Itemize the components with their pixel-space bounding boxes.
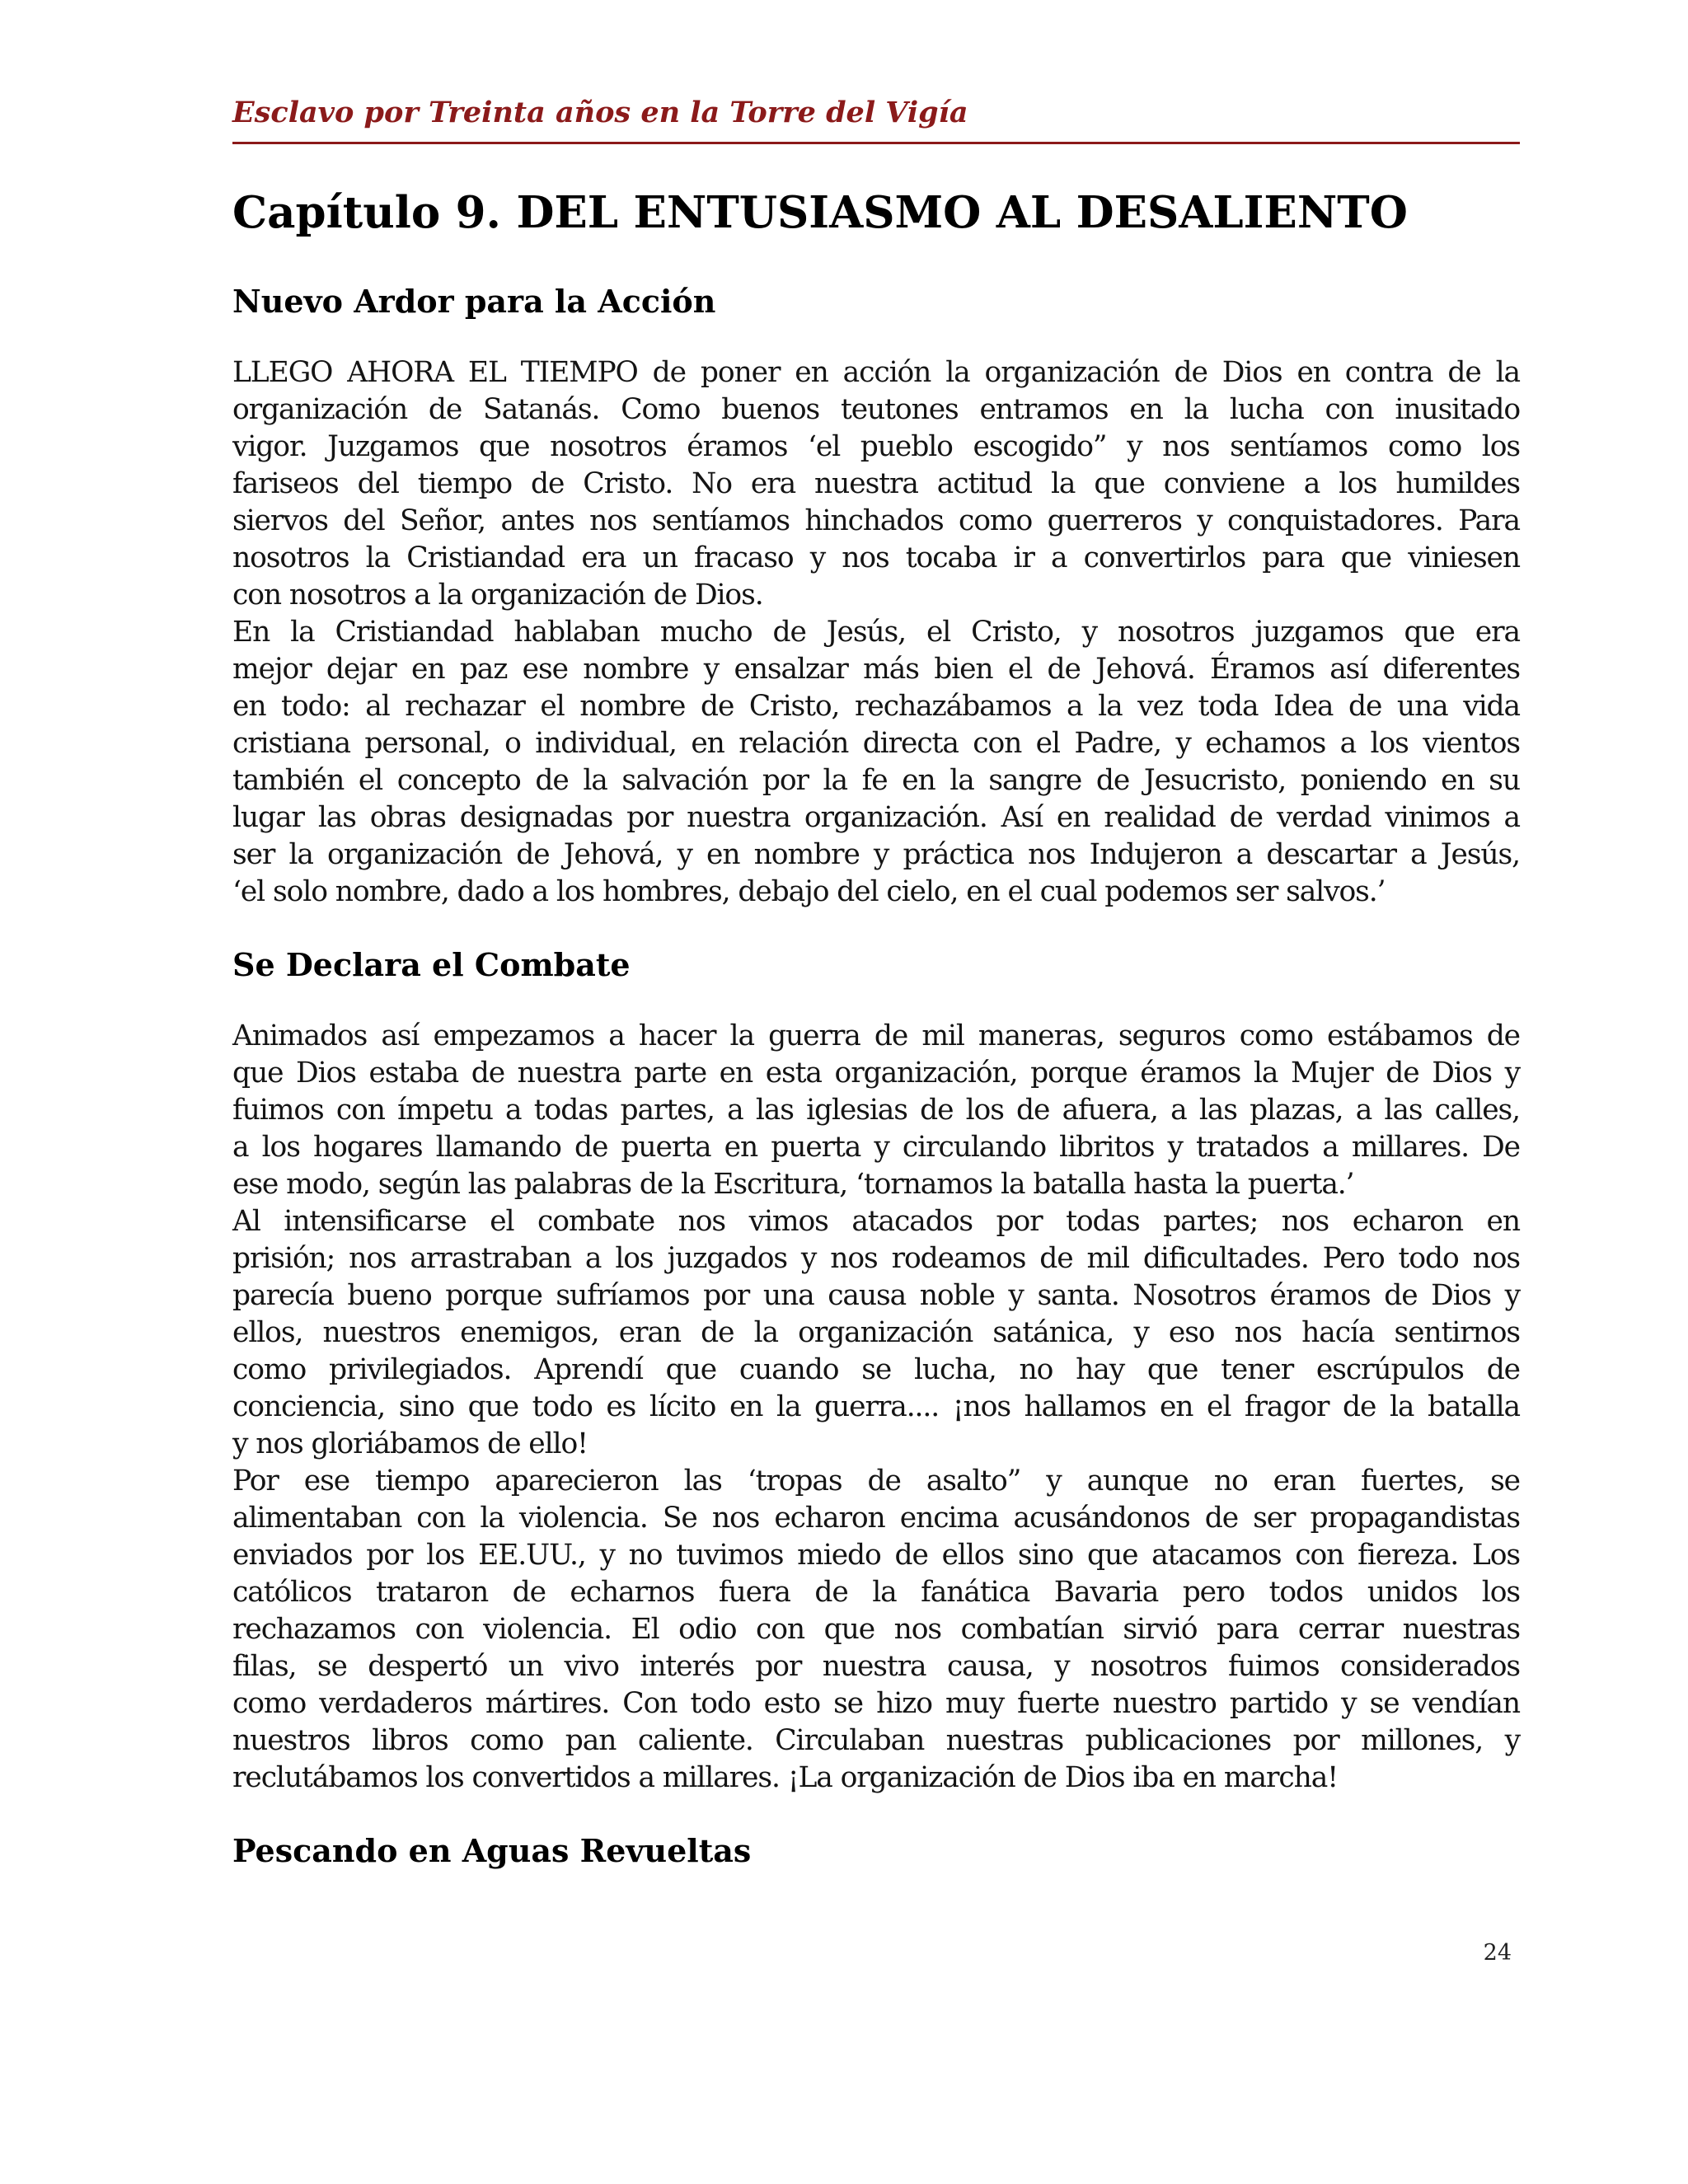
text-line: filas, se despertó un vivo interés por nuestra causa, y nosotros fuimos considerados <box>232 1650 1520 1683</box>
paragraph <box>232 354 1520 614</box>
text-line: Al intensificarse el combate nos vimos atacados por todas partes; nos echaron en <box>232 1205 1520 1238</box>
text-line: con nosotros a la organización de Dios. <box>232 579 763 612</box>
text-line: organización de Satanás. Como buenos teutones entramos en la lucha con inusitado <box>232 393 1520 426</box>
text-line: como verdaderos mártires. Con todo esto se hizo muy fuerte nuestro partido y se vendían <box>232 1687 1520 1720</box>
text-line: rechazamos con violencia. El odio con que nos combatían sirvió para cerrar nuestras <box>232 1613 1520 1646</box>
paragraph <box>232 1463 1520 1797</box>
text-line: que Dios estaba de nuestra parte en esta organización, porque éramos la Mujer de Dios y <box>232 1057 1520 1090</box>
document-page <box>232 0 1520 2184</box>
chapter-title: Capítulo 9. DEL ENTUSIASMO AL DESALIENTO <box>232 187 1408 238</box>
section-heading-se-declara: Se Declara el Combate <box>232 946 631 983</box>
section-heading-nuevo-ardor: Nuevo Ardor para la Acción <box>232 283 716 320</box>
text-line: nosotros la Cristiandad era un fracaso y nos tocaba ir a convertirlos para que viniesen <box>232 541 1520 574</box>
text-line: en todo: al rechazar el nombre de Cristo, rechazábamos a la vez toda Idea de una vida <box>232 690 1520 723</box>
text-line: enviados por los EE.UU., y no tuvimos miedo de ellos sino que atacamos con fiereza. Los <box>232 1539 1520 1572</box>
text-line: también el concepto de la salvación por la fe en la sangre de Jesucristo, poniendo en su <box>232 764 1520 797</box>
text-line: siervos del Señor, antes nos sentíamos hinchados como guerreros y conquistadores. Para <box>232 504 1520 537</box>
text-line: prisión; nos arrastraban a los juzgados y nos rodeamos de mil dificultades. Pero todo nos <box>232 1242 1520 1275</box>
text-line: cristiana personal, o individual, en relación directa con el Padre, y echamos a los vientos <box>232 727 1520 760</box>
text-line: conciencia, sino que todo es lícito en la guerra.... ¡nos hallamos en el fragor de la batalla <box>232 1390 1520 1423</box>
text-line: vigor. Juzgamos que nosotros éramos ‘el pueblo escogido” y nos sentíamos como los <box>232 430 1520 463</box>
text-line: fariseos del tiempo de Cristo. No era nuestra actitud la que conviene a los humildes <box>232 467 1520 500</box>
paragraph <box>232 614 1520 911</box>
text-line: a los hogares llamando de puerta en puerta y circulando libritos y tratados a millares. De <box>232 1131 1520 1164</box>
text-line: Por ese tiempo aparecieron las ‘tropas de asalto” y aunque no eran fuertes, se <box>232 1465 1520 1497</box>
text-line: y nos gloriábamos de ello! <box>232 1427 588 1460</box>
text-line: parecía bueno porque sufríamos por una causa noble y santa. Nosotros éramos de Dios y <box>232 1279 1520 1312</box>
text-line: Animados así empezamos a hacer la guerra de mil maneras, seguros como estábamos de <box>232 1019 1520 1052</box>
running-header-title: Esclavo por Treinta años en la Torre del Vigía <box>232 96 968 129</box>
text-line: católicos trataron de echarnos fuera de la fanática Bavaria pero todos unidos los <box>232 1576 1520 1609</box>
page-number: 24 <box>1483 1940 1512 1966</box>
text-line: ellos, nuestros enemigos, eran de la organización satánica, y eso nos hacía sentirnos <box>232 1316 1520 1349</box>
text-line: ese modo, según las palabras de la Escritura, ‘tornamos la batalla hasta la puerta.’ <box>232 1168 1354 1201</box>
text-line: LLEGO AHORA EL TIEMPO de poner en acción la organización de Dios en contra de la <box>232 356 1520 389</box>
paragraph <box>232 1018 1520 1203</box>
text-line: ‘el solo nombre, dado a los hombres, debajo del cielo, en el cual podemos ser salvos.’ <box>232 875 1386 908</box>
text-line: En la Cristiandad hablaban mucho de Jesús, el Cristo, y nosotros juzgamos que era <box>232 616 1520 649</box>
running-header <box>232 92 1520 144</box>
text-line: ser la organización de Jehová, y en nombre y práctica nos Indujeron a descartar a Jesús, <box>232 838 1520 871</box>
text-line: reclutábamos los convertidos a millares. ¡La organización de Dios iba en marcha! <box>232 1761 1338 1794</box>
text-line: como privilegiados. Aprendí que cuando se lucha, no hay que tener escrúpulos de <box>232 1353 1520 1386</box>
paragraph <box>232 1203 1520 1463</box>
text-line: lugar las obras designadas por nuestra organización. Así en realidad de verdad vinimos a <box>232 801 1520 834</box>
text-line: mejor dejar en paz ese nombre y ensalzar más bien el de Jehová. Éramos así diferentes <box>232 653 1520 686</box>
text-line: nuestros libros como pan caliente. Circulaban nuestras publicaciones por millones, y <box>232 1724 1520 1757</box>
section-heading-pescando: Pescando en Aguas Revueltas <box>232 1832 752 1869</box>
text-line: alimentaban con la violencia. Se nos echaron encima acusándonos de ser propagandistas <box>232 1502 1520 1535</box>
text-line: fuimos con ímpetu a todas partes, a las iglesias de los de afuera, a las plazas, a las calles, <box>232 1094 1520 1127</box>
